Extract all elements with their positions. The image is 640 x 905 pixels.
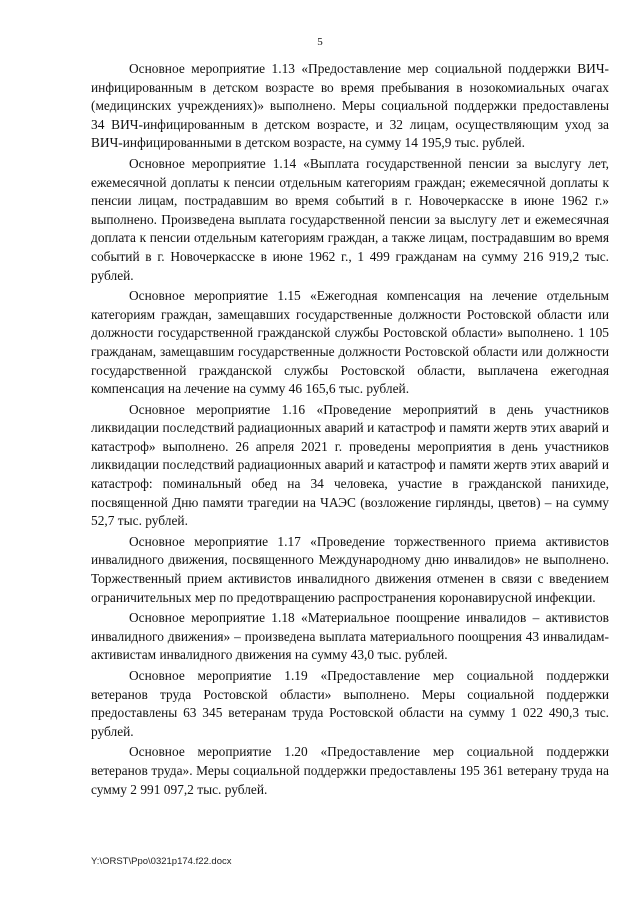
paragraph-measure-1-15: Основное мероприятие 1.15 «Ежегодная компенсация на лечение отдельным категориям граждан, замещавших государственные должности Ростовской области или должности государственной гражданской службы Ростовской области» выполнено. 1 105 гражданам, замещавшим государственные должности Ростовской области или должности государственной гражданской службы Ростовской области, выплачена ежегодная компенсация на лечение на сумму 46 165,6 тыс. рублей.	[91, 288, 609, 397]
paragraph-measure-1-17: Основное мероприятие 1.17 «Проведение торжественного приема активистов инвалидного движения, посвященного Международному дню инвалидов» не выполнено. Торжественный прием активистов инвалидного движения отменен в связи с введением ограничительных мер по предотвращению распространения коронавирусной инфекции.	[91, 533, 609, 605]
paragraph-measure-1-14: Основное мероприятие 1.14 «Выплата государственной пенсии за выслугу лет, ежемесячной доплаты к пенсии отдельным категориям граждан; ежемесячной доплаты к пенсии лицам, пострадавшим во время событий в г. Новочеркасске в июне 1962 г.» выполнено. Произведена выплата государственной пенсии за выслугу лет и ежемесячная доплата к пенсии отдельным категориям граждан, а также лицам, пострадавшим во время событий в г. Новочеркасске в июне 1962 г., 1 499 гражданам на сумму 216 919,2 тыс. рублей.	[91, 155, 609, 283]
page-number: 5	[317, 36, 323, 48]
paragraph-measure-1-16: Основное мероприятие 1.16 «Проведение мероприятий в день участников ликвидации последствий радиационных аварий и катастроф и памяти жертв этих аварий и катастроф» выполнено. 26 апреля 2021 г. проведены мероприятия в день участников ликвидации последствий радиационных аварий и катастроф и памяти жертв этих аварий и катастроф: поминальный обед на 34 человека, участие в гражданской панихиде, посвященной Дню памяти трагедии на ЧАЭС (возложение гирлянды, цветов) – на сумму 52,7 тыс. рублей.	[91, 401, 609, 529]
paragraph-measure-1-20: Основное мероприятие 1.20 «Предоставление мер социальной поддержки ветеранов труда». Меры социальной поддержки предоставлены 195 361 ветерану труда на сумму 2 991 097,2 тыс. рублей.	[91, 744, 609, 797]
footer-file-path: Y:\ORST\Ppo\0321p174.f22.docx	[91, 856, 232, 867]
paragraph-measure-1-18: Основное мероприятие 1.18 «Материальное поощрение инвалидов – активистов инвалидного движения» – произведена выплата материального поощрения 43 инвалидам-активистам инвалидного движения на сумму 43,0 тыс. рублей.	[91, 610, 609, 663]
paragraph-measure-1-13: Основное мероприятие 1.13 «Предоставление мер социальной поддержки ВИЧ-инфицированным в детском возрасте во время пребывания в нозокомиальных очагах (медицинских учреждениях)» выполнено. Меры социальной поддержки предоставлены 34 ВИЧ-инфицированным в детском возрасте, и 32 лицам, осуществляющим уход за ВИЧ-инфицированными в детском возрасте, на сумму 14 195,9 тыс. рублей.	[91, 61, 609, 151]
document-body	[91, 60, 609, 801]
paragraph-measure-1-19: Основное мероприятие 1.19 «Предоставление мер социальной поддержки ветеранов труда Ростовской области» выполнено. Меры социальной поддержки предоставлены 63 345 ветеранам труда Ростовской области на сумму 1 022 490,3 тыс. рублей.	[91, 668, 609, 739]
